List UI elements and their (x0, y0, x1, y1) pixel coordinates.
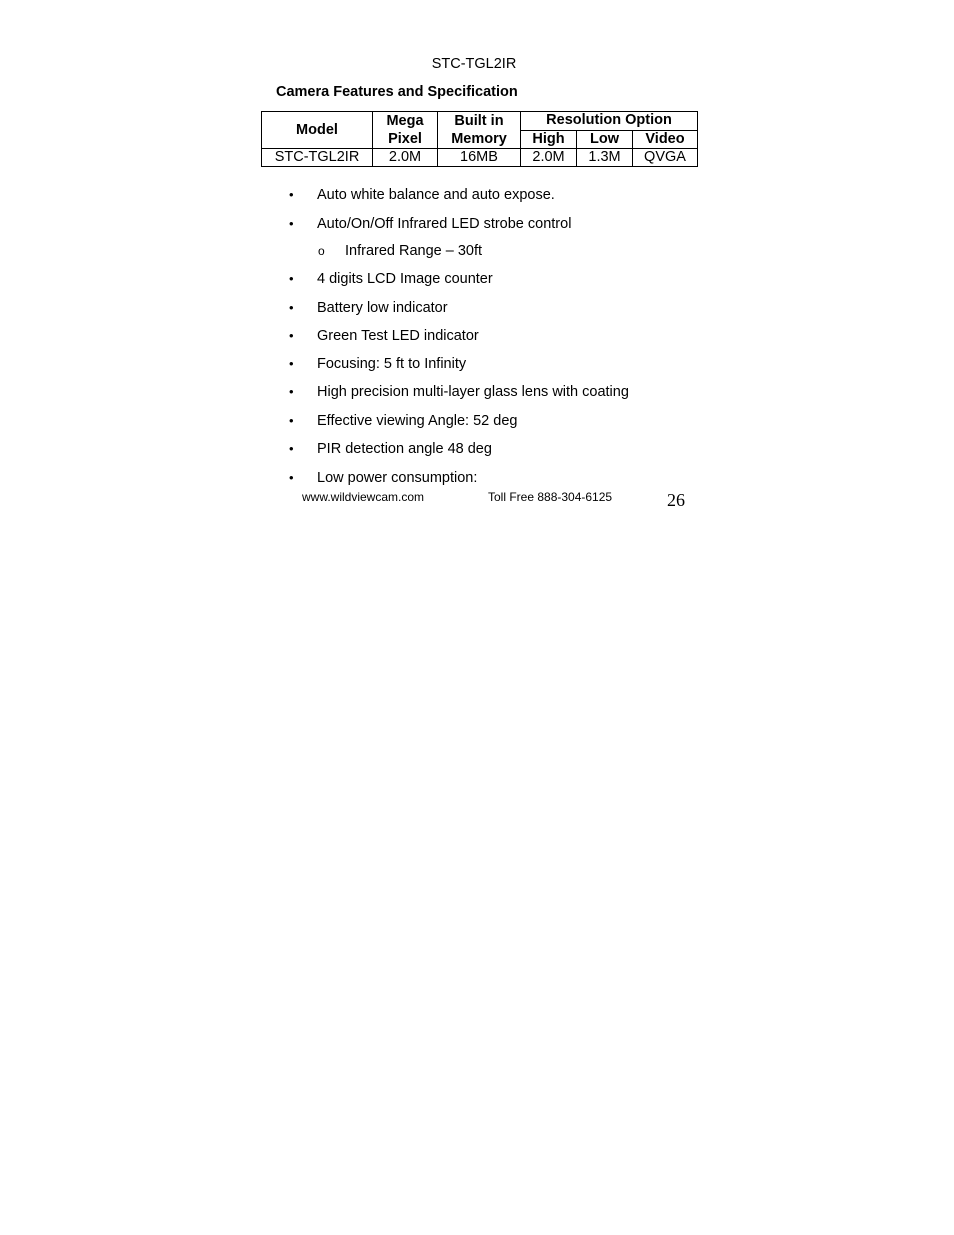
feature-text: Battery low indicator (317, 300, 448, 316)
footer-phone: Toll Free 888-304-6125 (488, 490, 613, 504)
bullet-icon: • (289, 356, 294, 371)
bullet-icon: • (289, 413, 294, 428)
feature-text: Auto/On/Off Infrared LED strobe control (317, 216, 572, 232)
header-resolution-option: Resolution Option (521, 112, 698, 131)
header-high: High (521, 130, 577, 149)
bullet-icon: • (289, 384, 294, 399)
table-row (262, 149, 698, 167)
feature-text: 4 digits LCD Image counter (317, 271, 493, 287)
page-header: STC-TGL2IR (431, 56, 517, 72)
feature-text: Low power consumption: (317, 470, 478, 486)
circle-bullet-icon: o (318, 244, 325, 258)
section-title: Camera Features and Specification (276, 84, 518, 100)
cell-model: STC-TGL2IR (262, 149, 373, 167)
header-low: Low (577, 130, 633, 149)
header-mega-pixel-label: Mega Pixel (386, 113, 424, 147)
footer-website: www.wildviewcam.com (302, 490, 425, 504)
header-video: Video (633, 130, 698, 149)
feature-text: Focusing: 5 ft to Infinity (317, 356, 467, 372)
cell-video: QVGA (633, 149, 698, 167)
sub-feature-text: Infrared Range – 30ft (345, 243, 483, 259)
feature-text: Effective viewing Angle: 52 deg (317, 413, 518, 429)
bullet-icon: • (289, 328, 294, 343)
bullet-icon: • (289, 300, 294, 315)
cell-high: 2.0M (521, 149, 577, 167)
cell-mega-pixel: 2.0M (373, 149, 438, 167)
feature-text: High precision multi-layer glass lens with coating (317, 384, 629, 400)
header-built-in-memory-label: Built in Memory (451, 113, 507, 147)
header-model: Model (262, 112, 373, 149)
header-mega-pixel (373, 112, 438, 149)
spec-table (261, 111, 698, 167)
table-header-row (262, 112, 698, 131)
bullet-icon: • (289, 216, 294, 231)
page-number: 26 (667, 490, 685, 510)
bullet-icon: • (289, 441, 294, 456)
header-built-in-memory (438, 112, 521, 149)
cell-low: 1.3M (577, 149, 633, 167)
bullet-icon: • (289, 187, 294, 202)
bullet-icon: • (289, 271, 294, 286)
cell-built-in-memory: 16MB (438, 149, 521, 167)
feature-text: PIR detection angle 48 deg (317, 441, 492, 457)
feature-text: Auto white balance and auto expose. (317, 187, 555, 203)
feature-text: Green Test LED indicator (317, 328, 479, 344)
bullet-icon: • (289, 470, 294, 485)
